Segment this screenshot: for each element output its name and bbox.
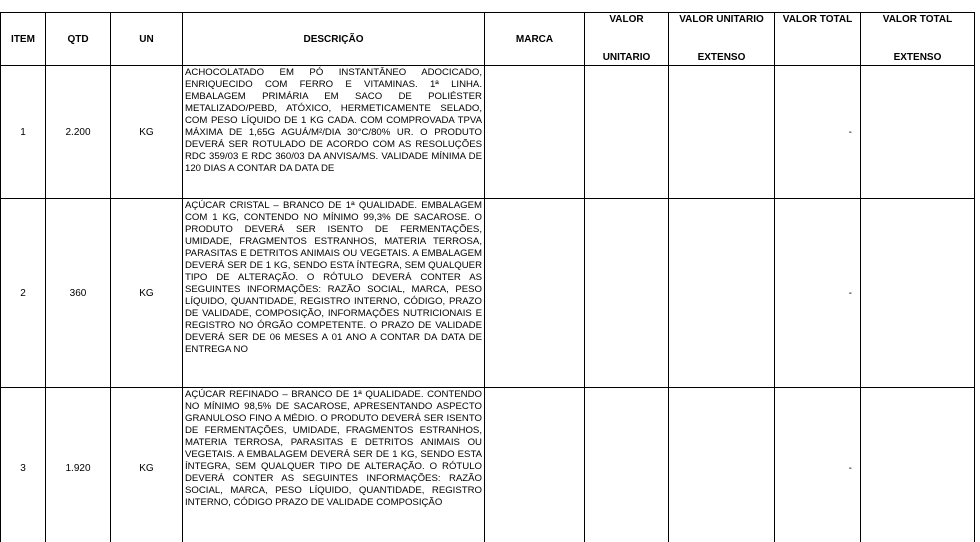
cell-qtd[interactable]: 1.920: [46, 388, 111, 542]
cell-valor-total-extenso[interactable]: [861, 199, 975, 388]
header-un[interactable]: UN: [111, 13, 183, 66]
header-valor-total-extenso-line2: EXTENSO: [893, 52, 942, 63]
cell-un[interactable]: KG: [111, 199, 183, 388]
header-valor-unitario-line2: UNITARIO: [602, 52, 651, 63]
cell-qtd[interactable]: 2.200: [46, 66, 111, 199]
cell-un[interactable]: KG: [111, 66, 183, 199]
header-valor-total-line1: VALOR TOTAL: [782, 14, 853, 25]
descricao-text: ACHOCOLATADO EM PÓ INSTANTÂNEO ADOCICADO, ENRIQUECIDO COM FERRO E VITAMINAS. 1ª LINHA. EMBALAGEM PRIMÁRIA EM SACO DE POLIÉSTER METALIZADO/PEBD, ATÓXICO, HERMETICAMENTE SELADO, COM PESO LÍQUIDO DE 1 KG CADA. COM COMPROVADA TPVA MÁXIMA DE 1,65G AGUÁ/M²/DIA 30°C/80% UR. O PRODUTO DEVERÁ SER ROTULADO DE ACORDO COM AS RESOLUÇÕES RDC 359/03 E RDC 360/03 DA ANVISA/MS. VALIDADE MÍNIMA DE 120 DIAS A CONTAR DA DATA DE: [185, 67, 482, 174]
cell-item[interactable]: 3: [1, 388, 46, 542]
header-qtd[interactable]: QTD: [46, 13, 111, 66]
header-valor-unitario-extenso-line2: EXTENSO: [697, 52, 746, 63]
cell-descricao[interactable]: [183, 66, 485, 199]
cell-item[interactable]: 2: [1, 199, 46, 388]
cell-qtd[interactable]: 360: [46, 199, 111, 388]
cell-valor-total-extenso[interactable]: [861, 66, 975, 199]
descricao-text: AÇÚCAR CRISTAL – BRANCO DE 1ª QUALIDADE. EMBALAGEM COM 1 KG, CONTENDO NO MÍNIMO 99,3% DE SACAROSE. O PRODUTO DEVERÁ SER ISENTO DE FERMENTAÇÕES, UMIDADE, FRAGMENTOS ESTRANHOS, MATERIA TERROSA, PARASITAS E DETRITOS ANIMAIS OU VEGETAIS. A EMBALAGEM DEVERÁ SER DE 1 KG, SENDO ESTA ÍNTEGRA, SEM QUALQUER TIPO DE ALTERAÇÃO. O RÓTULO DEVERÁ CONTER AS SEGUINTES INFORMAÇÕES: RAZÃO SOCIAL, MARCA, PESO LÍQUIDO, QUANTIDADE, REGISTRO INTERNO, CÓDIGO, PRAZO DE VALIDADE, COMPOSIÇÃO, INFORMAÇÕES NUTRICIONAIS E REGISTRO NO ÓRGÃO COMPETENTE. O PRAZO DE VALIDADE DEVERÁ SER DE 06 MESES A 01 ANO A CONTAR DA DATA DE ENTREGA NO: [185, 200, 482, 355]
table-row: [1, 388, 975, 542]
cell-valor-unitario[interactable]: [585, 199, 669, 388]
header-marca[interactable]: MARCA: [485, 13, 585, 66]
header-valor-unitario-extenso-line1: VALOR UNITARIO: [679, 14, 764, 25]
header-valor-total-extenso-line1: VALOR TOTAL: [882, 14, 953, 25]
cell-valor-unitario-extenso[interactable]: [669, 388, 775, 542]
header-item[interactable]: ITEM: [1, 13, 46, 66]
header-valor-total[interactable]: [775, 13, 861, 66]
header-valor-total-extenso[interactable]: [861, 13, 975, 66]
header-row: [1, 13, 975, 66]
cell-item[interactable]: 1: [1, 66, 46, 199]
cell-descricao[interactable]: [183, 388, 485, 542]
cell-marca[interactable]: [485, 66, 585, 199]
cell-valor-total[interactable]: -: [775, 199, 861, 388]
cell-descricao[interactable]: [183, 199, 485, 388]
cell-valor-total[interactable]: -: [775, 66, 861, 199]
cell-valor-total-extenso[interactable]: [861, 388, 975, 542]
cell-valor-unitario[interactable]: [585, 388, 669, 542]
cell-marca[interactable]: [485, 388, 585, 542]
table-row: [1, 66, 975, 199]
header-valor-unitario-line1: VALOR: [609, 14, 644, 25]
header-valor-unitario-extenso[interactable]: [669, 13, 775, 66]
cell-valor-unitario[interactable]: [585, 66, 669, 199]
items-table: [0, 12, 975, 542]
cell-valor-unitario-extenso[interactable]: [669, 199, 775, 388]
descricao-text: AÇÚCAR REFINADO – BRANCO DE 1ª QUALIDADE. CONTENDO NO MÍNIMO 98,5% DE SACAROSE, APRESENTANDO ASPECTO GRANULOSO FINO A MÉDIO. O PRODUTO DEVERÁ SER ISENTO DE FERMENTAÇÕES, UMIDADE, FRAGMENTOS ESTRANHOS, MATERIA TERROSA, PARASITAS E DETRITOS ANIMAIS OU VEGETAIS. A EMBALAGEM DEVERÁ SER DE 1 KG, SENDO ESTA ÍNTEGRA, SEM QUALQUER TIPO DE ALTERAÇÃO. O RÓTULO DEVERÁ CONTER AS SEGUINTES INFORMAÇÕES: RAZÃO SOCIAL, MARCA, PESO LÍQUIDO, QUANTIDADE, REGISTRO INTERNO, CÓDIGO PRAZO DE VALIDADE COMPOSIÇÃO: [185, 389, 482, 508]
table-row: [1, 199, 975, 388]
header-valor-unitario[interactable]: [585, 13, 669, 66]
cell-valor-total[interactable]: -: [775, 388, 861, 542]
header-descricao[interactable]: DESCRIÇÃO: [183, 13, 485, 66]
cell-un[interactable]: KG: [111, 388, 183, 542]
cell-valor-unitario-extenso[interactable]: [669, 66, 775, 199]
cell-marca[interactable]: [485, 199, 585, 388]
